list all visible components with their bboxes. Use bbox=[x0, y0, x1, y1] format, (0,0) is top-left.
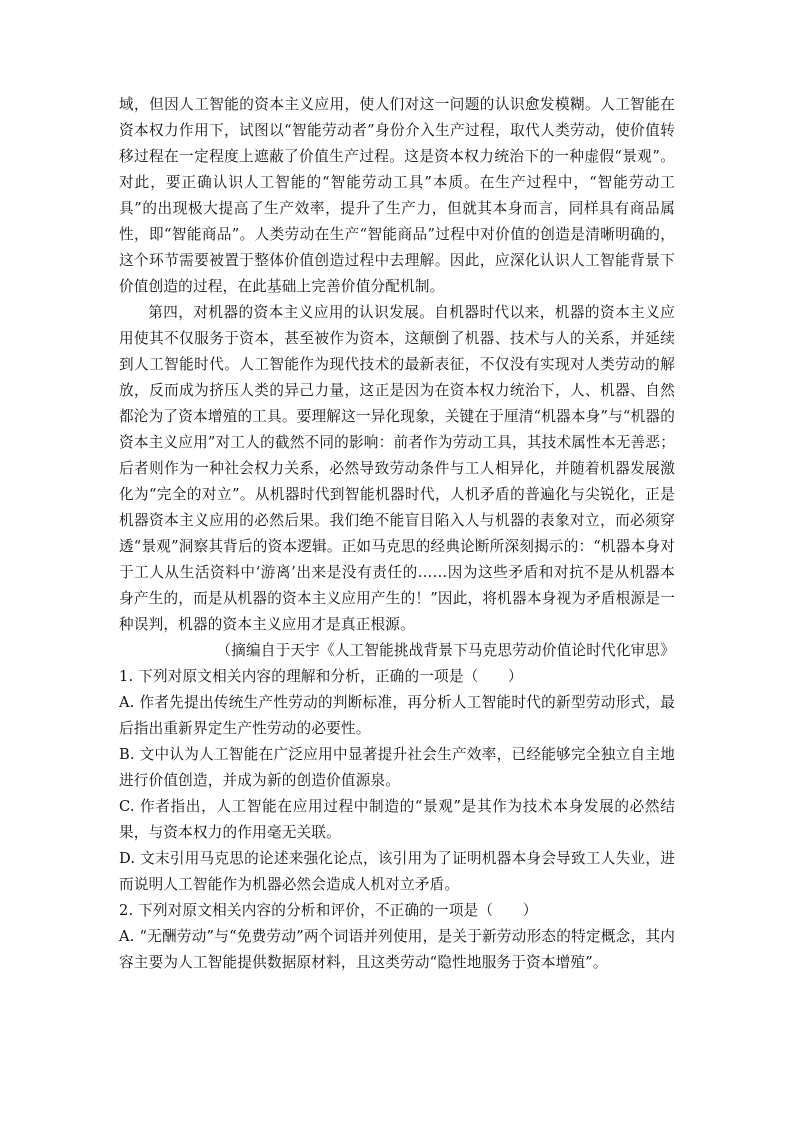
question-1-option-b: B. 文中认为人工智能在广泛应用中显著提升社会生产效率，已经能够完全独立自主地进行价值创造，并成为新的创造价值源泉。 bbox=[119, 746, 675, 789]
passage-paragraph-four: 第四，对机器的资本主义应用的认识发展。自机器时代以来，机器的资本主义应用使其不仅服务于资本，甚至被作为资本，这颠倒了机器、技术与人的关系，并延续到人工智能时代。人工智能作为现代技术的最新表征，不仅没有实现对人类劳动的解放，反而成为挤压人类的异己力量，这正是因为在资本权力统治下，人、机器、自然都沦为了资本增殖的工具。要理解这一异化现象，关键在于厘清“机器本身”与“机器的资本主义应用”对工人的截然不同的影响：前者作为劳动工具，其技术属性本无善恶；后者则作为一种社会权力关系，必然导致劳动条件与工人相异化，并随着机器发展激化为“完全的对立”。从机器时代到智能机器时代，人机矛盾的普遍化与尖锐化，正是机器资本主义应用的必然后果。我们绝不能盲目陷入人与机器的表象对立，而必须穿透“景观”洞察其背后的资本逻辑。正如马克思的经典论断所深刻揭示的：“机器本身对于工人从生活资料中‘游离’出来是没有责任的……因为这些矛盾和对抗不是从机器本身产生的，而是从机器的资本主义应用产生的！”因此，将机器本身视为矛盾根源是一种误判，机器的资本主义应用才是真正根源。 bbox=[119, 304, 675, 633]
document-page bbox=[119, 92, 675, 976]
question-2 bbox=[119, 898, 675, 976]
question-2-option-a: A. “无酬劳动”与“免费劳动”两个词语并列使用，是关于新劳动形态的特定概念，其内容主要为人工智能提供数据原材料，且这类劳动“隐性地服务于资本增殖”。 bbox=[119, 928, 675, 971]
question-2-stem: 2. 下列对原文相关内容的分析和评价，不正确的一项是（ ） bbox=[119, 902, 538, 919]
question-1-option-d: D. 文末引用马克思的论述来强化论点，该引用为了证明机器本身会导致工人失业，进而说明人工智能作为机器必然会造成人机对立矛盾。 bbox=[119, 850, 675, 893]
passage-paragraph-continued: 域，但因人工智能的资本主义应用，使人们对这一问题的认识愈发模糊。人工智能在资本权力作用下，试图以“智能劳动者”身份介入生产过程，取代人类劳动，使价值转移过程在一定程度上遮蔽了价值生产过程。这是资本权力统治下的一种虚假“景观”。对此，要正确认识人工智能的“智能劳动工具”本质。在生产过程中，“智能劳动工具”的出现极大提高了生产效率，提升了生产力，但就其本身而言，同样具有商品属性，即“智能商品”。人类劳动在生产“智能商品”过程中对价值的创造是清晰明确的，这个环节需要被置于整体价值创造过程中去理解。因此，应深化认识人工智能背景下价值创造的过程，在此基础上完善价值分配机制。 bbox=[119, 96, 675, 295]
question-1-stem: 1. 下列对原文相关内容的理解和分析，正确的一项是（ ） bbox=[119, 668, 523, 685]
question-1 bbox=[119, 664, 675, 898]
passage-source: （摘编自于天宇《人工智能挑战背景下马克思劳动价值论时代化审思》 bbox=[216, 642, 675, 659]
question-1-option-a: A. 作者先提出传统生产性劳动的判断标准，再分析人工智能时代的新型劳动形式，最后指出重新界定生产性劳动的必要性。 bbox=[119, 694, 675, 737]
question-1-option-c: C. 作者指出，人工智能在应用过程中制造的“景观”是其作为技术本身发展的必然结果，与资本权力的作用毫无关联。 bbox=[119, 798, 675, 841]
